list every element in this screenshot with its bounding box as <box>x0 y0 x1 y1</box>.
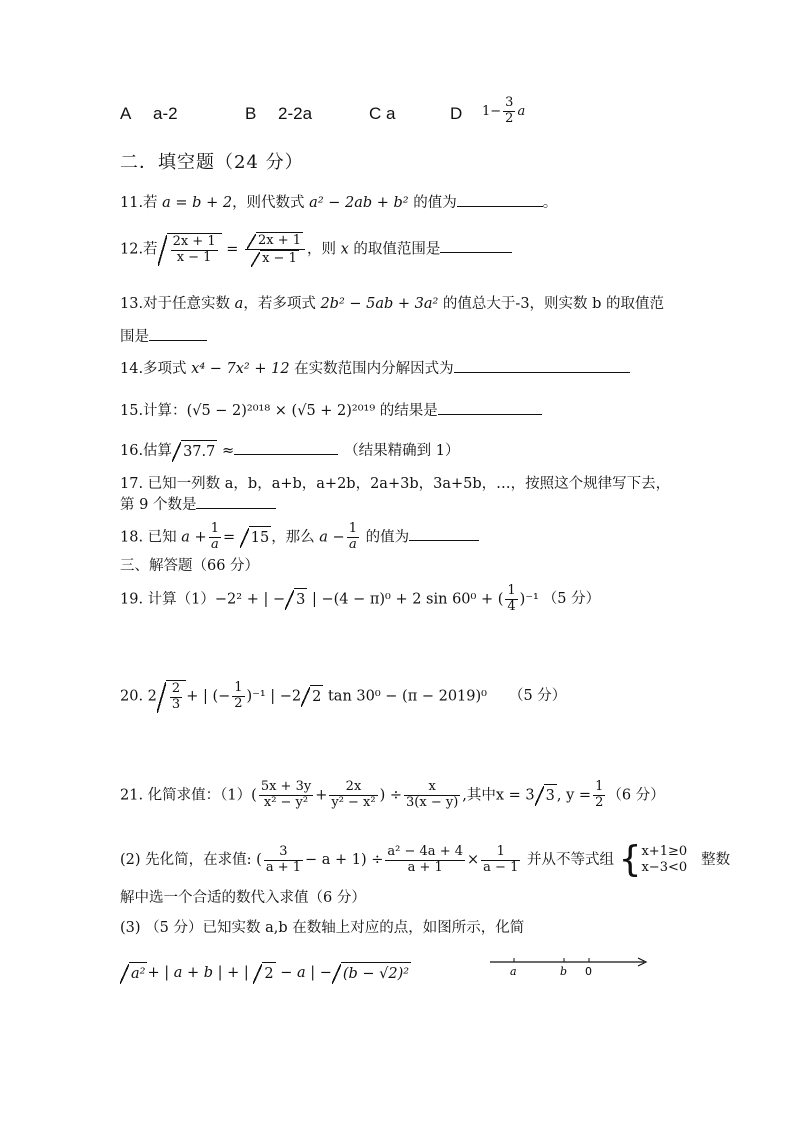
q21-mid: ,其中x = 3 <box>462 787 535 804</box>
q19-expr2: | −(4 − π)⁰ + 2 sin 60⁰ + ( <box>307 591 504 608</box>
frac-num: 1 <box>348 521 357 536</box>
answer-blank[interactable] <box>438 400 542 415</box>
q21b-mid2: 并从不等式组 <box>522 852 614 868</box>
q20-pre: 20. 2 <box>120 688 157 705</box>
label-0: 0 <box>585 965 592 978</box>
frac-num: 1 <box>210 521 219 536</box>
question-11 <box>120 192 557 213</box>
answer-blank[interactable] <box>196 494 276 509</box>
q21-fraction-4 <box>593 780 605 811</box>
frac-den: 3 <box>171 696 181 712</box>
frac-den: y² − x² <box>331 794 376 810</box>
q21b-mid1: − a + 1) ÷ <box>305 852 384 868</box>
q21c-sqrt-1 <box>120 962 147 984</box>
number-line <box>488 950 658 980</box>
q21c-text: (3) （5 分）已知实数 a,b 在数轴上对应的点，如图所示，化简 <box>120 920 525 936</box>
q18-post: 的值为 <box>360 529 410 546</box>
q20-fraction-1 <box>170 682 182 713</box>
q21b-pre: (2) 先化简，在求值: ( <box>120 852 262 868</box>
q12-sqrt-num <box>247 232 303 249</box>
option-a-letter: A <box>120 104 132 123</box>
q18-fraction-1 <box>209 522 221 553</box>
options-row <box>120 95 540 128</box>
question-13 <box>120 294 664 314</box>
q21-div: ) ÷ <box>379 787 403 804</box>
q19-pre: 19. 计算（1） <box>120 591 215 608</box>
q19-expr1: −2² + | − <box>214 591 286 608</box>
q13-line1b: ，若多项式 <box>243 296 321 312</box>
q20-fraction-2 <box>232 681 244 712</box>
q21-fraction-3 <box>404 780 460 811</box>
q16-pre: 16.估算 <box>120 443 173 459</box>
q17-line1: 17. 已知一列数 a，b，a+b，a+2b，2a+3b，3a+5b，…，按照这个规律写下去， <box>120 476 671 492</box>
q21-pre: 21. 化简求值：（1）( <box>120 787 257 804</box>
q12-eq: = <box>226 241 239 258</box>
frac-den: a + 1 <box>265 859 301 875</box>
q19-fraction <box>505 584 517 615</box>
q18-fraction-2 <box>347 522 359 553</box>
q12-fraction-2 <box>245 232 305 267</box>
q21-sqrt <box>535 784 557 806</box>
q18-a1: a + <box>181 529 207 546</box>
frac-num: 1 <box>507 583 516 598</box>
option-d-fraction <box>503 96 515 127</box>
frac-den: x² − y² <box>263 794 309 810</box>
q20-sqrt <box>301 685 323 707</box>
question-19 <box>120 584 600 615</box>
q21-fraction-2 <box>329 780 377 811</box>
q20-expr3: tan 30⁰ − (π − 2019)⁰ <box>323 688 487 705</box>
question-15 <box>120 400 542 421</box>
option-c-letter: C <box>369 104 382 123</box>
q19-expr3: )⁻¹ <box>519 591 539 608</box>
q13-line2: 围是 <box>120 329 149 345</box>
frac-den: a <box>348 536 357 552</box>
frac-num: 3 <box>264 845 303 861</box>
q12-sqrt-den <box>251 250 299 267</box>
q18-eq: = <box>222 529 240 546</box>
question-21-3-expr <box>120 962 411 984</box>
q12-var: x <box>340 241 349 258</box>
q15-pre: 15.计算： <box>120 403 187 419</box>
q21b-fraction-2 <box>385 845 465 876</box>
q13-line1a: 13.对于任意实数 <box>120 296 235 312</box>
q14-expr: x⁴ − 7x² + 12 <box>191 361 290 377</box>
question-12 <box>120 232 512 267</box>
q11-mid: ，则代数式 <box>232 195 310 211</box>
q13-line1c: 的值总大于-3，则实数 b 的取值范 <box>438 296 665 312</box>
question-21-2 <box>120 839 731 880</box>
option-d-prefix: 1− <box>482 103 502 119</box>
frac-den: 2 <box>234 695 243 711</box>
option-a-text: a-2 <box>153 104 178 123</box>
radicand: 3 <box>544 784 557 806</box>
section2-title: 二．填空题（24 分） <box>120 152 304 173</box>
q11-expr2: a² − 2ab + b² <box>309 195 409 211</box>
ineq-1: x+1≥0 <box>641 844 688 859</box>
q17-line2: 第 9 个数是 <box>120 497 197 513</box>
q21-plus: + <box>315 787 328 804</box>
frac-num: 1 <box>595 779 604 794</box>
option-c-text: a <box>386 104 396 123</box>
radicand: a² <box>129 962 147 984</box>
frac-num: 2x <box>329 780 377 796</box>
frac-num: 5x + 3y <box>260 779 312 794</box>
frac-num: 2x + 1 <box>172 234 216 249</box>
answer-blank[interactable] <box>440 238 512 253</box>
q15-post: 的结果是 <box>375 403 438 419</box>
frac-num: 1 <box>234 680 243 695</box>
question-17-line2 <box>120 494 276 515</box>
q11-expr1: a = b + 2 <box>162 195 233 211</box>
q12-post2: 的取值范围是 <box>348 241 441 258</box>
answer-blank[interactable] <box>457 192 543 207</box>
q21c-expr2: − a | − <box>275 965 332 981</box>
q13-expr: 2b² − 5ab + 3a² <box>320 296 439 312</box>
q21b-fraction-3 <box>481 845 520 876</box>
q20-expr2: )⁻¹ | −2 <box>246 688 302 705</box>
radicand: 2 <box>262 962 275 984</box>
q20-score: （5 分） <box>508 688 567 705</box>
radicand: (b − √2)² <box>341 962 411 984</box>
q12-pre: 12.若 <box>120 241 158 258</box>
frac-den: 3(x − y) <box>406 794 459 810</box>
q21b-times: × <box>467 852 480 868</box>
label-a: a <box>510 965 517 978</box>
q12-sqrt <box>158 233 222 266</box>
frac-den: a + 1 <box>407 859 443 875</box>
ineq-2: x−3<0 <box>641 860 688 875</box>
question-16 <box>120 440 459 462</box>
section3-title: 三、解答题（66 分） <box>120 558 260 574</box>
frac-den: a − 1 <box>483 859 519 875</box>
radicand: 2x + 1 <box>257 233 301 248</box>
inequality-system <box>641 844 687 876</box>
radicand: x − 1 <box>262 250 297 266</box>
q14-pre: 14.多项式 <box>120 361 192 377</box>
question-17 <box>120 474 670 494</box>
frac-den: 2 <box>595 794 604 810</box>
q12-fraction-1 <box>171 235 218 266</box>
q16-approx: ≈ <box>217 443 235 459</box>
q21-fraction-1 <box>259 780 313 811</box>
q11-post: 的值为 <box>408 195 457 211</box>
q18-sqrt <box>240 526 271 548</box>
q21c-sqrt-2 <box>253 962 275 984</box>
frac-den: 4 <box>507 598 516 614</box>
q21c-expr1: + | a + b | + | <box>147 965 254 981</box>
q20-sqrt-frac <box>157 680 186 713</box>
frac-den: 2 <box>505 110 514 126</box>
q16-sqrt <box>172 440 217 462</box>
radicand: 37.7 <box>181 440 217 462</box>
frac-den: x − 1 <box>176 249 212 265</box>
q21-score: （6 分） <box>607 787 665 804</box>
question-21-3 <box>120 918 524 938</box>
q16-post: （结果精确到 1） <box>344 443 460 459</box>
q13-var: a <box>234 296 244 312</box>
q11-end: 。 <box>542 195 558 211</box>
question-21-2-line2 <box>120 888 366 908</box>
question-20 <box>120 680 566 713</box>
option-d-expr <box>482 96 525 127</box>
question-18 <box>120 522 479 553</box>
q19-sqrt <box>285 588 307 610</box>
q20-expr1: + | (− <box>186 688 231 705</box>
radicand: 15 <box>249 526 271 548</box>
frac-num: 1 <box>481 845 520 861</box>
frac-den: a <box>210 536 219 552</box>
q21b-post: 整数 <box>701 852 731 868</box>
q18-pre: 18. 已知 <box>120 529 182 546</box>
frac-num: x <box>404 780 460 796</box>
q18-a2: a − <box>319 529 345 546</box>
radicand: 3 <box>294 588 307 610</box>
question-13-line2 <box>120 326 207 347</box>
label-b: b <box>560 965 568 978</box>
q21-mid2: , y = <box>556 787 592 804</box>
option-d-letter: D <box>450 104 463 123</box>
radicand: 2 <box>310 685 323 707</box>
option-b-letter: B <box>245 104 257 123</box>
q12-post1: ，则 <box>307 241 341 258</box>
option-b-text: 2-2a <box>278 104 313 123</box>
answer-blank[interactable] <box>409 526 479 541</box>
answer-blank[interactable] <box>454 358 630 373</box>
q14-post: 在实数范围内分解因式为 <box>289 361 454 377</box>
q21b-fraction-1 <box>264 845 303 876</box>
q19-score: （5 分） <box>542 591 601 608</box>
q21b-line2: 解中选一个合适的数代入求值（6 分） <box>120 890 366 906</box>
frac-num: a² − 4a + 4 <box>387 843 463 859</box>
answer-blank[interactable] <box>234 440 338 455</box>
question-21-1 <box>120 780 665 811</box>
question-14 <box>120 358 630 379</box>
q18-mid: ，那么 <box>271 529 320 546</box>
frac-num: 2 <box>171 681 181 696</box>
q15-expr: (√5 − 2)²⁰¹⁸ × (√5 + 2)²⁰¹⁹ <box>186 403 376 419</box>
answer-blank[interactable] <box>149 326 207 341</box>
option-d-suffix: a <box>517 103 526 119</box>
q11-pre: 11.若 <box>120 195 163 211</box>
frac-num: 3 <box>505 95 514 110</box>
brace-icon: { <box>618 839 642 880</box>
q21c-sqrt-3 <box>332 962 411 984</box>
